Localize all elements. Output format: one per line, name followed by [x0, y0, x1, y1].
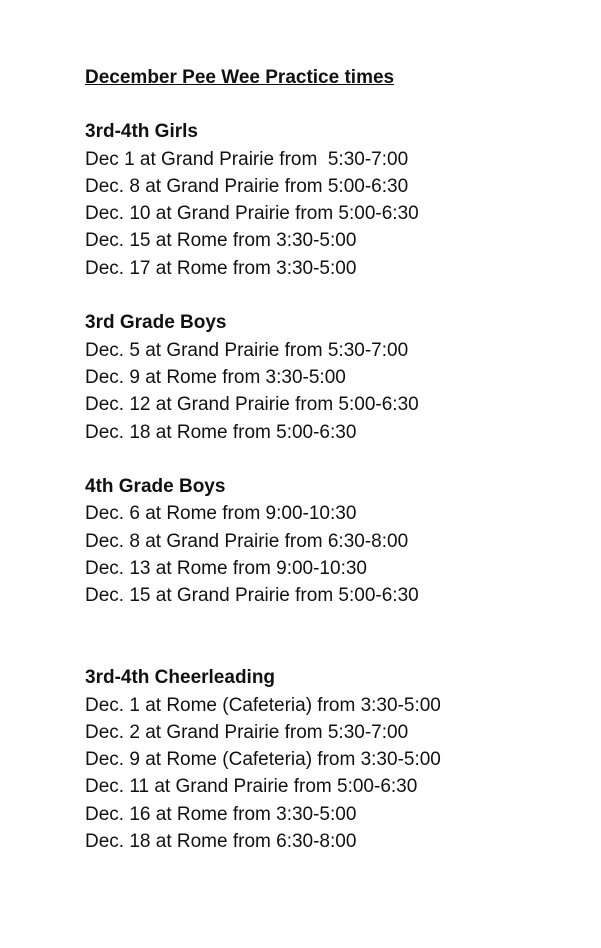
schedule-line: Dec. 8 at Grand Prairie from 6:30-8:00	[85, 530, 409, 552]
schedule-line: Dec. 18 at Rome from 5:00-6:30	[85, 421, 357, 443]
section-heading: 3rd-4th Girls	[85, 121, 198, 143]
schedule-line: Dec. 15 at Grand Prairie from 5:00-6:30	[85, 585, 419, 607]
section-heading: 3rd Grade Boys	[85, 312, 227, 334]
schedule-line: Dec. 13 at Rome from 9:00-10:30	[85, 558, 367, 580]
section-heading: 3rd-4th Cheerleading	[85, 667, 276, 689]
section-4th-grade-boys	[85, 473, 585, 609]
schedule-line: Dec. 9 at Rome from 3:30-5:00	[85, 366, 346, 388]
schedule-line: Dec. 9 at Rome (Cafeteria) from 3:30-5:00	[85, 749, 441, 771]
schedule-line: Dec. 11 at Grand Prairie from 5:00-6:30	[85, 776, 418, 798]
schedule-line: Dec. 12 at Grand Prairie from 5:00-6:30	[85, 394, 419, 416]
document-page	[85, 64, 585, 855]
spacer	[85, 282, 585, 309]
schedule-line: Dec 1 at Grand Prairie from 5:30-7:00	[85, 148, 409, 170]
schedule-line: Dec. 10 at Grand Prairie from 5:00-6:30	[85, 203, 419, 225]
section-3rd-4th-cheerleading	[85, 664, 585, 855]
section-heading: 4th Grade Boys	[85, 476, 226, 498]
schedule-line: Dec. 2 at Grand Prairie from 5:30-7:00	[85, 721, 409, 743]
schedule-line: Dec. 17 at Rome from 3:30-5:00	[85, 257, 357, 279]
schedule-line: Dec. 18 at Rome from 6:30-8:00	[85, 831, 357, 853]
schedule-line: Dec. 16 at Rome from 3:30-5:00	[85, 803, 357, 825]
schedule-line: Dec. 8 at Grand Prairie from 5:00-6:30	[85, 175, 409, 197]
schedule-line: Dec. 6 at Rome from 9:00-10:30	[85, 503, 357, 525]
spacer	[85, 91, 585, 118]
section-3rd-grade-boys	[85, 309, 585, 445]
spacer	[85, 446, 585, 473]
schedule-line: Dec. 1 at Rome (Cafeteria) from 3:30-5:00	[85, 694, 441, 716]
document-title: December Pee Wee Practice times	[85, 67, 395, 88]
section-3rd-4th-girls	[85, 118, 585, 282]
schedule-line: Dec. 15 at Rome from 3:30-5:00	[85, 230, 357, 252]
schedule-line: Dec. 5 at Grand Prairie from 5:30-7:00	[85, 339, 409, 361]
spacer	[85, 610, 585, 665]
